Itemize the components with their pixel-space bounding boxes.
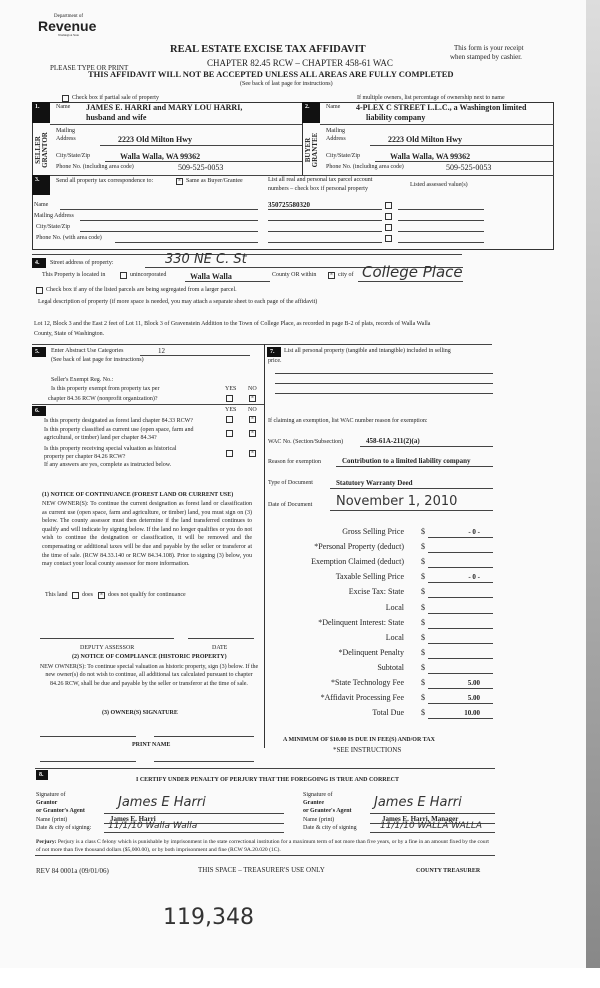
dollar-sign: $	[421, 647, 425, 657]
minimum-due-note: A MINIMUM OF $10.00 IS DUE IN FEE(S) AND/OR TAX	[283, 737, 435, 743]
label: This Property is located in	[42, 272, 106, 278]
label: Name	[34, 202, 49, 208]
dollar-sign: $	[421, 678, 425, 687]
dollar-sign: $	[421, 632, 425, 642]
totals-label: *Delinquent Interest: State	[318, 617, 404, 627]
section-8-marker: 8.	[36, 770, 48, 780]
chapter-line: CHAPTER 82.45 RCW – CHAPTER 458-61 WAC	[207, 58, 393, 68]
label: Grantor	[36, 800, 58, 806]
treasurer-space: THIS SPACE – TREASURER'S USE ONLY	[198, 866, 325, 874]
perjury-notice	[36, 838, 494, 854]
totals-value[interactable]: 10.00	[464, 709, 480, 718]
totals-label: Subtotal	[377, 662, 404, 672]
grantee-print-name[interactable]: James E. Harri, Manager	[382, 815, 459, 823]
receipt-note-2: when stamped by cashier.	[450, 53, 522, 61]
personal-property-checkbox[interactable]	[385, 213, 392, 220]
logo-name: Revenue	[38, 18, 97, 34]
label: Legal description of property (if more space is needed, you may attach a separate sheet to each page of the affidavit)	[38, 299, 318, 305]
label: Mailing	[326, 128, 345, 134]
seller-city[interactable]: Walla Walla, WA 99362	[120, 152, 201, 161]
label: Is this property classified as current use (open space, farm and	[44, 427, 194, 433]
personal-property-checkbox[interactable]	[385, 224, 392, 231]
label: Name	[56, 104, 71, 110]
please-type: PLEASE TYPE OR PRINT	[50, 64, 129, 72]
buyer-name[interactable]: 4-PLEX C STREET L.L.C., a Washington limited	[356, 103, 527, 112]
abstract-use-category[interactable]: 12	[158, 347, 165, 355]
section-4-marker: 4.	[32, 258, 46, 268]
buyer-phone[interactable]: 509-525-0053	[446, 163, 492, 172]
date-label: DATE	[212, 645, 228, 651]
label: Seller's Exempt Reg. No.:	[51, 377, 114, 383]
label: City/State/Zip	[36, 224, 70, 230]
label: Name	[326, 104, 341, 110]
dollar-sign: $	[421, 662, 425, 672]
grantor-print-name[interactable]: James E. Harri	[110, 815, 156, 823]
dollar-sign: $	[421, 587, 425, 597]
partial-sale-checkbox[interactable]	[62, 95, 69, 102]
seller-phone[interactable]: 509-525-0053	[178, 163, 224, 172]
forest-no-checkbox[interactable]: ×	[250, 416, 255, 422]
totals-value[interactable]: - 0 -	[468, 528, 480, 536]
label: Same as Buyer/Grantee	[186, 178, 243, 184]
label: NO	[248, 407, 257, 413]
label: unincorporated	[130, 272, 167, 278]
print-name-label: PRINT NAME	[132, 742, 171, 748]
city-checkbox[interactable]: ×	[329, 272, 334, 278]
label: does	[82, 592, 93, 598]
dollar-sign: $	[421, 542, 425, 552]
current-use-yes-checkbox[interactable]	[226, 430, 233, 437]
label: Perjury:	[36, 839, 57, 845]
section-7-marker: 7.	[267, 347, 281, 357]
perjury-text: Perjury is a class C felony which is punishable by imprisonment in the state correctional institution for a maximum term of not more than five years, or by a fine in an amount fixed by the court of not more than five thousand dollars ($5,000.00), or by both imprisonment and fine (RCW 9A.20.020 (1C).	[36, 839, 489, 853]
label: WAC No. (Section/Subsection)	[268, 439, 344, 445]
buyer-address[interactable]: 2223 Old Milton Hwy	[388, 135, 463, 144]
label: or Grantor's Agent	[36, 808, 85, 814]
warning: THIS AFFIDAVIT WILL NOT BE ACCEPTED UNLESS ALL AREAS ARE FULLY COMPLETED	[88, 69, 454, 79]
grantor-date-city[interactable]: 11/1/10 Walla Walla	[108, 821, 198, 831]
compliance-notice-body: NEW OWNER(S): To continue special valuation as historic property, sign (3) below. If the new owner(s) do not wish to continue, all additional tax calculated pursuant to chapter 84.26 RCW, shall be due and payable by the seller or transferor at the time of sale.	[39, 664, 259, 687]
label: This land	[45, 592, 68, 598]
label: numbers – check box if personal property	[268, 186, 368, 192]
seller-side-label: SELLER GRANTOR	[34, 132, 49, 168]
label: City/State/Zip	[56, 153, 90, 159]
dollar-sign: $	[421, 602, 425, 612]
receipt-note: This form is your receipt	[454, 44, 524, 52]
county[interactable]: Walla Walla	[190, 272, 232, 281]
legal-description: Lot 12, Block 3 and the East 2 feet of Lot 11, Block 3 of Gravenstein Addition to the Town of College Place, as recorded in page B-2 of plats, records of Walla Walla	[34, 321, 431, 327]
historic-no-checkbox[interactable]: ×	[250, 450, 255, 456]
label: County OR within	[272, 272, 317, 278]
unincorporated-checkbox[interactable]	[120, 272, 127, 279]
label: Phone No. (including area code)	[326, 164, 404, 170]
background	[0, 968, 600, 988]
historic-yes-checkbox[interactable]	[226, 450, 233, 457]
totals-label: Excise Tax: State	[348, 587, 404, 597]
label: Enter Abstract Use Categories	[51, 348, 124, 354]
label: Name (print)	[36, 817, 68, 823]
owner-signature-label: (3) OWNER(S) SIGNATURE	[102, 710, 178, 716]
label: Address	[56, 136, 76, 142]
dollar-sign: $	[421, 572, 425, 582]
logo-dept: Department of	[54, 14, 84, 19]
label: Grantee	[303, 800, 324, 806]
multiple-owners-note: If multiple owners, list percentage of ownership next to name	[357, 95, 505, 101]
label: city of	[338, 272, 354, 278]
county-treasurer: COUNTY TREASURER	[416, 868, 481, 874]
totals-label: *State Technology Fee	[330, 678, 404, 687]
label: Street address of property:	[50, 260, 114, 266]
handwritten-number: 119,348	[163, 905, 254, 930]
label: Signature of	[303, 792, 333, 798]
label: Address	[326, 136, 346, 142]
label: Mailing	[56, 128, 75, 134]
totals-label: Total Due	[372, 708, 404, 718]
totals-label: Local	[385, 632, 404, 642]
continuance-notice-body: NEW OWNER(S): To continue the current designation as forest land or classification as current use (open space, farm and agriculture, or timber) land, you must sign on (3) below. The county assessor must then determine if the land transferred continues to qualify and will indicate by signing below. If the land no longer qualifies or you do not wish to continue the designation or classification, it will be removed and the compensating or additional taxes will be due and payable by the seller or transferor at the time of sale. (RCW 84.33.140 or RCW 84.34.108). Prior to signing (3) below, you may contact your local county assessor for more information.	[42, 501, 252, 568]
parcel-number[interactable]: 350725580320	[268, 201, 310, 209]
label: price.	[268, 358, 282, 364]
section-6-marker: 6.	[32, 406, 46, 416]
city[interactable]: College Place	[362, 263, 463, 281]
label: Is this property designated as forest land chapter 84.33 RCW?	[44, 418, 193, 424]
label: Check box if any of the listed parcels are being segregated from a larger parcel.	[46, 287, 237, 293]
buyer-name-2[interactable]: liability company	[366, 113, 426, 122]
section-2-marker: 2.	[302, 102, 320, 123]
seller-address[interactable]: 2223 Old Milton Hwy	[118, 135, 193, 144]
totals-value[interactable]: 5.00	[467, 694, 480, 703]
personal-property-checkbox[interactable]	[385, 235, 392, 242]
qualifies-checkbox[interactable]	[72, 592, 79, 599]
label: If any answers are yes, complete as instructed below.	[44, 462, 172, 468]
totals-label: *Delinquent Penalty	[338, 647, 404, 657]
totals-value[interactable]: 5.00	[467, 679, 480, 687]
same-as-buyer-checkbox[interactable]: ×	[177, 178, 182, 184]
does-not-qualify-checkbox[interactable]: ×	[99, 592, 104, 598]
see-instructions: *SEE INSTRUCTIONS	[333, 746, 402, 754]
label: or Grantee's Agent	[303, 808, 352, 814]
buyer-side-label: BUYER GRANTEE	[304, 132, 319, 168]
label: Signature of	[36, 792, 66, 798]
totals-label: Taxable Selling Price	[335, 572, 404, 582]
dollar-sign: $	[421, 708, 425, 718]
document-date[interactable]: November 1, 2010	[336, 494, 458, 509]
label: YES	[225, 407, 237, 413]
totals-value[interactable]: - 0 -	[468, 573, 480, 582]
certify-statement: I CERTIFY UNDER PENALTY OF PERJURY THAT THE FOREGOING IS TRUE AND CORRECT	[136, 777, 399, 783]
label: agricultural, or timber) land per chapter 84.34?	[44, 435, 157, 441]
section-1-marker: 1.	[32, 102, 50, 123]
logo-state: Washington State	[58, 33, 80, 37]
dollar-sign: $	[421, 693, 425, 703]
wac-number[interactable]: 458-61A-211(2)(a)	[366, 437, 420, 445]
label: Name (print)	[303, 817, 335, 823]
forest-yes-checkbox[interactable]	[226, 416, 233, 423]
grantee-signature[interactable]: James E Harri	[374, 795, 462, 810]
label: Date & city of signing	[303, 825, 357, 831]
label: Mailing Address	[34, 213, 74, 219]
label: List all real and personal tax parcel account	[268, 177, 373, 183]
totals-label: *Affidavit Processing Fee	[320, 693, 404, 703]
segregated-checkbox[interactable]	[36, 287, 43, 294]
section-3-marker: 3.	[32, 175, 50, 195]
label: chapter 84.36 RCW (nonprofit organization)?	[48, 396, 158, 402]
label: Listed assessed value(s)	[410, 182, 468, 188]
label: Phone No. (including area code)	[56, 164, 134, 170]
legal-description-2: County, State of Washington.	[34, 331, 105, 337]
nonprofit-no-checkbox[interactable]: ×	[250, 395, 255, 401]
revenue-logo	[34, 14, 96, 38]
section-5-marker: 5.	[32, 347, 46, 357]
totals-label: Exemption Claimed (deduct)	[311, 557, 404, 567]
deputy-assessor-label: DEPUTY ASSESSOR	[80, 645, 135, 651]
grantee-date-city[interactable]: 11/1/10 WALLA WALLA	[380, 821, 483, 831]
dollar-sign: $	[421, 527, 425, 536]
label: NO	[248, 386, 257, 392]
personal-property-checkbox[interactable]	[385, 202, 392, 209]
grantor-signature[interactable]: James E Harri	[118, 795, 206, 810]
label: property per chapter 84.26 RCW?	[44, 454, 126, 460]
dollar-sign: $	[421, 557, 425, 567]
form-revision: REV 84 0001a (09/01/06)	[36, 867, 109, 875]
exemption-reason[interactable]: Contribution to a limited liability company	[342, 457, 471, 465]
seller-name[interactable]: JAMES E. HARRI and MARY LOU HARRI,	[86, 103, 243, 112]
property-street[interactable]: 330 NE C. St	[165, 252, 247, 267]
compliance-notice-title: (2) NOTICE OF COMPLIANCE (HISTORIC PROPERTY)	[72, 654, 227, 660]
dollar-sign: $	[421, 617, 425, 627]
totals-label: Local	[385, 602, 404, 612]
see-back: (See back of last page for instructions)	[240, 81, 333, 87]
label: If claiming an exemption, list WAC number reason for exemption:	[268, 418, 428, 424]
continuance-notice-title: (1) NOTICE OF CONTINUANCE (FOREST LAND OR CURRENT USE)	[42, 492, 234, 498]
seller-name-2[interactable]: husband and wife	[86, 113, 147, 122]
label: does not qualify for continuance	[108, 592, 186, 598]
label: (See back of last page for instructions)	[51, 357, 144, 363]
label: Send all property tax correspondence to:	[56, 178, 154, 184]
label: List all personal property (tangible and intangible) included in selling	[284, 348, 451, 354]
totals-label: Gross Selling Price	[342, 527, 404, 536]
totals-label: *Personal Property (deduct)	[314, 542, 404, 552]
label: YES	[225, 386, 237, 392]
label: City/State/Zip	[326, 153, 360, 159]
page-edge-shadow	[586, 0, 600, 968]
label: Date & city of signing:	[36, 825, 92, 831]
label: Phone No. (with area code)	[36, 235, 102, 241]
buyer-city[interactable]: Walla Walla, WA 99362	[390, 152, 471, 161]
label: Type of Document	[268, 480, 313, 486]
nonprofit-yes-checkbox[interactable]	[226, 395, 233, 402]
label: Date of Document	[268, 502, 313, 508]
current-use-no-checkbox[interactable]: ×	[250, 430, 255, 436]
partial-sale-label: Check box if partial sale of property	[72, 95, 159, 101]
form-title: REAL ESTATE EXCISE TAX AFFIDAVIT	[170, 44, 366, 55]
label: Is this property exempt from property tax per	[51, 386, 160, 392]
label: Is this property receiving special valuation as historical	[44, 446, 177, 452]
document-type[interactable]: Statutory Warranty Deed	[336, 479, 413, 487]
label: Reason for exemption	[268, 459, 321, 465]
